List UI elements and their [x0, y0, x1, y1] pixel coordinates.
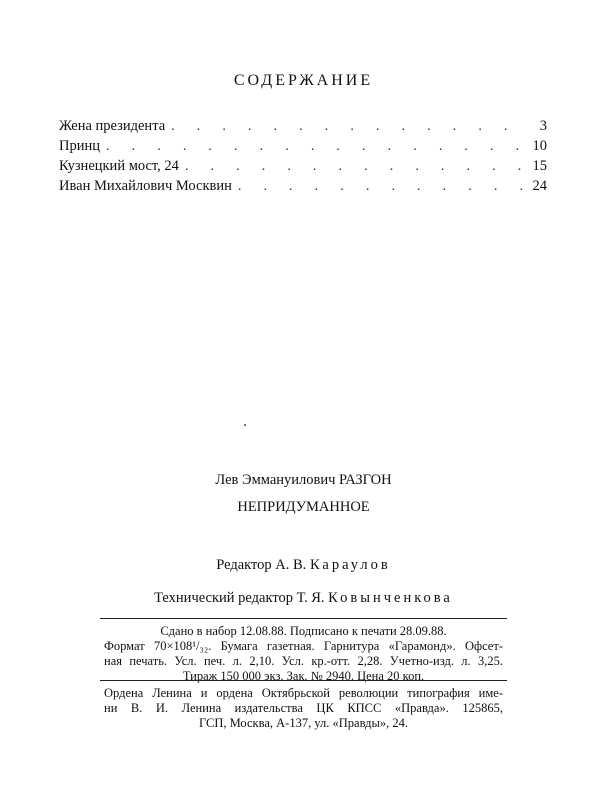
imprint-line: ная печать. Усл. печ. л. 2,10. Усл. кр.-отт. 2,28. Учетно-изд. л. 3,25.: [104, 654, 503, 668]
printing-house-line: Ордена Ленина и ордена Октябрьской революции типография име-: [104, 686, 503, 700]
toc-entry: [59, 118, 547, 138]
toc-entry: [59, 138, 547, 158]
print-speck: [244, 424, 246, 426]
technical-editor-label: Технический редактор Т. Я.: [154, 590, 325, 606]
toc-dot-leader: [238, 179, 523, 195]
book-title: НЕПРИДУМАННОЕ: [237, 499, 370, 515]
imprint-block: [104, 624, 503, 684]
toc-entry-page: 3: [539, 118, 547, 134]
toc-entry: [59, 158, 547, 178]
toc-dot-leader: [171, 119, 523, 135]
page-heading: СОДЕРЖАНИЕ: [233, 72, 374, 89]
toc-entry: [59, 178, 547, 198]
toc-entry-page: 15: [532, 158, 547, 174]
table-of-contents: [59, 118, 547, 198]
toc-entry-page: 24: [532, 178, 547, 194]
imprint-line: Сдано в набор 12.08.88. Подписано к печати 28.09.88.: [160, 624, 447, 638]
toc-entry-title: Жена президента: [59, 118, 171, 135]
editor-surname: Караулов: [309, 557, 391, 573]
author-name: Лев Эммануилович РАЗГОН: [215, 472, 392, 488]
printing-house-line: ни В. И. Ленина издательства ЦК КПСС «Правда». 125865,: [104, 701, 503, 715]
printing-house-block: [104, 686, 503, 731]
editor-label: Редактор А. В.: [216, 557, 307, 573]
imprint-line: Формат 70×108¹/₃₂. Бумага газетная. Гарнитура «Гарамонд». Офсет-: [104, 639, 503, 653]
imprint-line: Тираж 150 000 экз. Зак. № 2940. Цена 20 коп.: [182, 669, 425, 683]
toc-entry-title: Кузнецкий мост, 24: [59, 158, 185, 175]
editor-credit: [0, 557, 607, 574]
imprint-middle-rule: [100, 680, 507, 681]
technical-editor-credit: [0, 590, 607, 607]
toc-dot-leader: [185, 159, 523, 175]
toc-entry-title: Иван Михайлович Москвин: [59, 178, 238, 195]
technical-editor-surname: Ковынченкова: [328, 590, 453, 606]
toc-dot-leader: [106, 139, 523, 155]
imprint-top-rule: [100, 618, 507, 619]
toc-entry-title: Принц: [59, 138, 106, 155]
toc-entry-page: 10: [532, 138, 547, 154]
printing-house-line: ГСП, Москва, А-137, ул. «Правды», 24.: [198, 716, 409, 730]
